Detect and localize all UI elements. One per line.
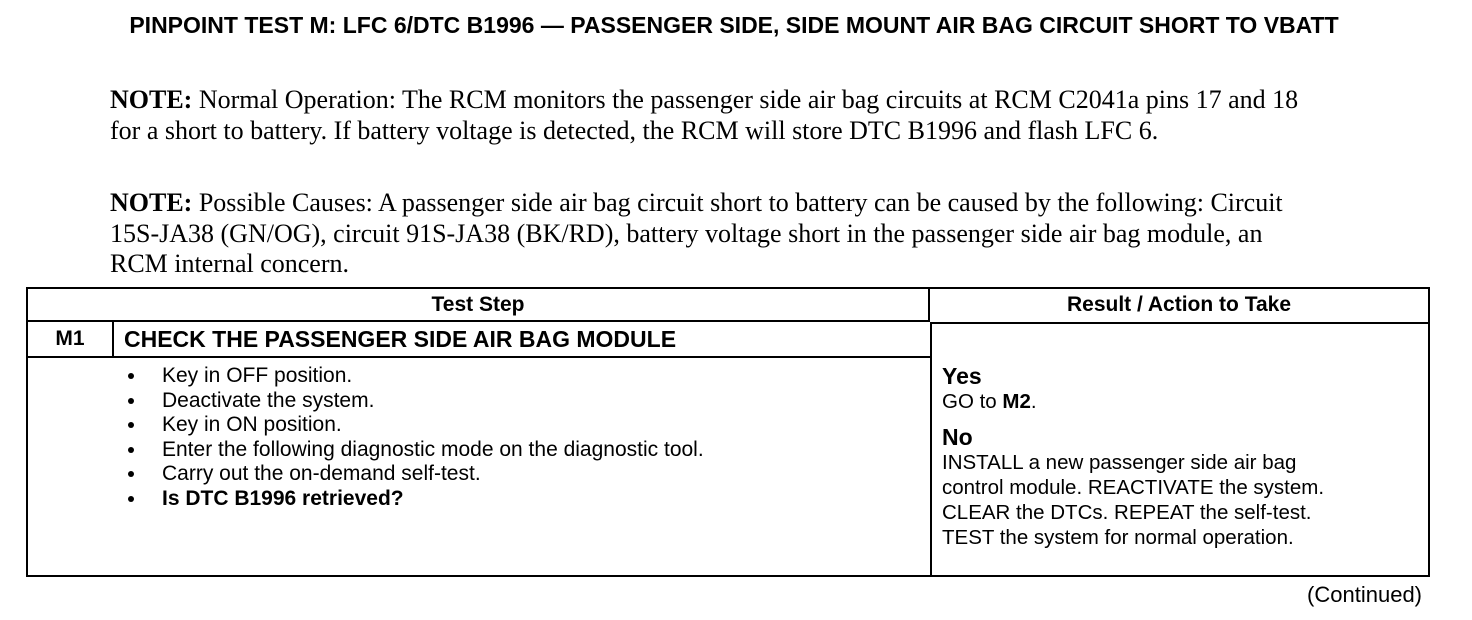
step-title: CHECK THE PASSENGER SIDE AIR BAG MODULE xyxy=(124,326,677,352)
note-label: NOTE: xyxy=(110,85,193,114)
result-yes-suffix: . xyxy=(1030,390,1037,413)
result-no-line: TEST the system for normal operation. xyxy=(942,526,1294,549)
list-item: Carry out the on-demand self-test. xyxy=(124,462,704,487)
result-no-line: INSTALL a new passenger side air bag xyxy=(942,451,1297,474)
result-no-label: No xyxy=(942,424,973,450)
header-test-step: Test Step xyxy=(28,289,930,322)
list-item: Enter the following diagnostic mode on the diagnostic tool. xyxy=(124,438,704,463)
list-item: Deactivate the system. xyxy=(124,389,704,414)
step-heading-row xyxy=(28,322,930,358)
page-title: PINPOINT TEST M: LFC 6/DTC B1996 — PASSENGER SIDE, SIDE MOUNT AIR BAG CIRCUIT SHORT TO VBATT xyxy=(129,12,1339,38)
note-possible-causes xyxy=(110,188,1325,280)
result-yes-prefix: GO to xyxy=(942,390,1003,413)
result-yes-target: M2 xyxy=(1002,390,1031,413)
header-result-action: Result / Action to Take xyxy=(1066,293,1292,316)
step-id: M1 xyxy=(28,322,114,356)
list-item: Key in ON position. xyxy=(124,413,704,438)
list-item: Key in OFF position. xyxy=(124,364,704,389)
result-no-line: control module. REACTIVATE the system. xyxy=(942,476,1325,499)
column-divider xyxy=(930,322,932,575)
continued-label: (Continued) xyxy=(1307,582,1422,607)
result-no-line: CLEAR the DTCs. REPEAT the self-test. xyxy=(942,501,1312,524)
note-label: NOTE: xyxy=(110,188,193,217)
result-yes-label: Yes xyxy=(942,363,982,389)
row-divider xyxy=(932,322,1428,324)
note-text: Normal Operation: The RCM monitors the passenger side air bag circuits at RCM C2041a pins 17 and 18 for a short to battery. If battery voltage is detected, the RCM will store DTC B1996 and flash LFC 6. xyxy=(110,85,1299,145)
step-instructions xyxy=(124,364,704,511)
result-action xyxy=(942,363,1422,550)
step-question: Is DTC B1996 retrieved? xyxy=(124,487,704,512)
result-yes-action xyxy=(942,389,1422,414)
note-text: Possible Causes: A passenger side air bag circuit short to battery can be caused by the following: Circuit 15S-JA38 (GN/OG), circuit 91S-JA38 (BK/RD), battery voltage short in the passenger side air bag module, an RCM internal concern. xyxy=(110,188,1283,278)
pinpoint-test-table xyxy=(26,287,1430,577)
note-normal-operation xyxy=(110,85,1325,146)
